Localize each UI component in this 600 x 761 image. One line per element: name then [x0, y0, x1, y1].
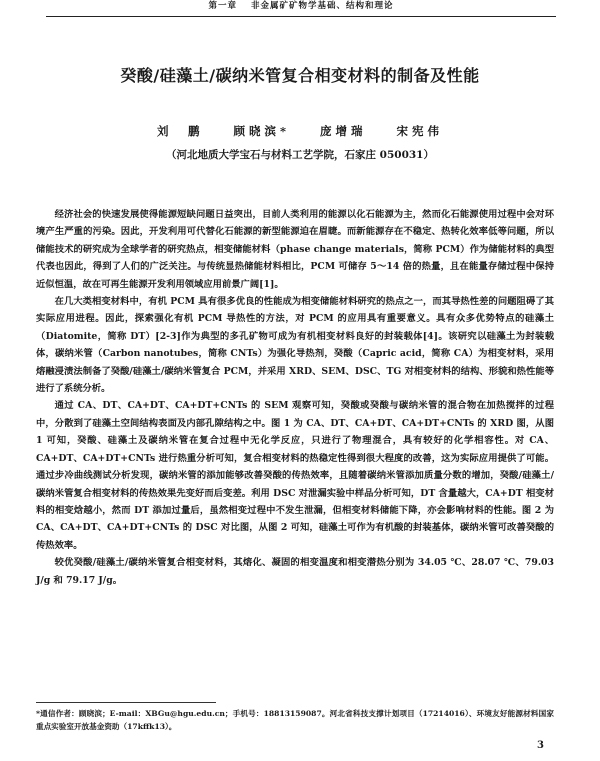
- author-name: 刘 鹏: [156, 124, 204, 138]
- author-name: 庞增瑞: [320, 124, 367, 138]
- footnote-divider: [36, 702, 216, 703]
- paper-title: 癸酸/硅藻土/碳纳米管复合相变材料的制备及性能: [120, 66, 480, 85]
- body-text: [36, 206, 554, 589]
- page-number: 3: [537, 740, 544, 751]
- paragraph: 在几大类相变材料中，有机 PCM 具有很多优良的性能成为相变储能材料研究的热点之一，而其导热性差的问题阻碍了其实际应用进程。因此，探索强化有机 PCM 导热性的方法，对 PCM 的应用具有重要意义。具有众多优势特点的硅藻土（Diatomite，简称 DT）[2-3]作为典型的多孔矿物可成为有机相变材料良好的封装载体[4]。该研究以硅藻土为封装载体，碳纳米管（Carbon nanotubes，简称 CNTs）为强化导热剂，癸酸（Capric acid，简称 CA）为相变材料，采用熔融浸渍法制备了癸酸/硅藻土/碳纳米管复合 PCM，并采用 XRD、SEM、DSC、TG 对相变材料的结构、形貌和热性能等进行了系统分析。: [36, 296, 554, 395]
- author-list: [40, 123, 560, 139]
- paragraph: 较优癸酸/硅藻土/碳纳米管复合相变材料，其熔化、凝固的相变温度和相变潜热分别为 34.05 ℃、28.07 ℃、79.03 J/g 和 79.17 J/g。: [36, 557, 554, 586]
- chapter-label: 第一章: [208, 1, 238, 11]
- footnote: *通信作者：顾晓滨；E-mail：XBGu@hgu.edu.cn；手机号：18813159087。河北省科技支撑计划项目（17214016）、环境友好能源材料国家重点实验室开放基金资助（17kffk13）。: [36, 709, 554, 731]
- affiliation: （河北地质大学宝石与材料工艺学院，石家庄 050031）: [166, 149, 434, 161]
- author-name: 宋宪伟: [396, 124, 444, 138]
- paragraph: 通过 CA、DT、CA+DT、CA+DT+CNTs 的 SEM 观察可知，癸酸或癸酸与碳纳米管的混合物在加热搅拌的过程中，分散到了硅藻土空间结构表面及内部孔隙结构之中。图 1 为 CA、DT、CA+DT、CA+DT+CNTs 的 XRD 图，从图 1 可知，癸酸、硅藻土及碳纳米管在复合过程中无化学反应，只进行了物理混合，具有较好的化学相容性。对 CA、CA+DT、CA+DT+CNTs 进行热重分析可知，复合相变材料的热稳定性得到很大程度的改善，这为实际应用提供了可能。通过步冷曲线测试分析发现，碳纳米管的添加能够改善癸酸的传热效率，且随着碳纳米管添加质量分数的增加，癸酸/硅藻土/碳纳米管复合相变材料的传热效果先变好而后变差。利用 DSC 对泄漏实验中样品分析可知，DT 含量越大，CA+DT 相变材料的相变焓越小，然而 DT 添加过量后，虽然相变过程中不发生泄漏，但相变材料储能下降，亦会影响材料的性能。图 2 为 CA、CA+DT、CA+DT+CNTs 的 DSC 对比图，从图 2 可知，硅藻土可作为有机酸的封装基体，碳纳米管可改善癸酸的传热效率。: [36, 400, 554, 551]
- running-header: [46, 0, 556, 17]
- section-label: 非金属矿矿物学基础、结构和理论: [250, 1, 394, 11]
- paragraph: 经济社会的快速发展使得能源短缺问题日益突出，目前人类利用的能源以化石能源为主，然而化石能源使用过程中会对环境产生严重的污染。因此，开发利用可代替化石能源的新型能源迫在眉睫。而新能源存在不稳定、热转化效率低等问题，所以储能技术的研究成为全球学者的研究热点，相变储能材料（phase change materials，简称 PCM）作为储能材料的典型代表也因此，得到了人们的广泛关注。与传统显热储能材料相比，PCM 可储存 5～14 倍的热量，且在能量存储过程中保持近似恒温，故在可再生能源开发利用领域应用前景广阔[1]。: [36, 209, 554, 290]
- author-name: 顾晓滨*: [233, 124, 290, 138]
